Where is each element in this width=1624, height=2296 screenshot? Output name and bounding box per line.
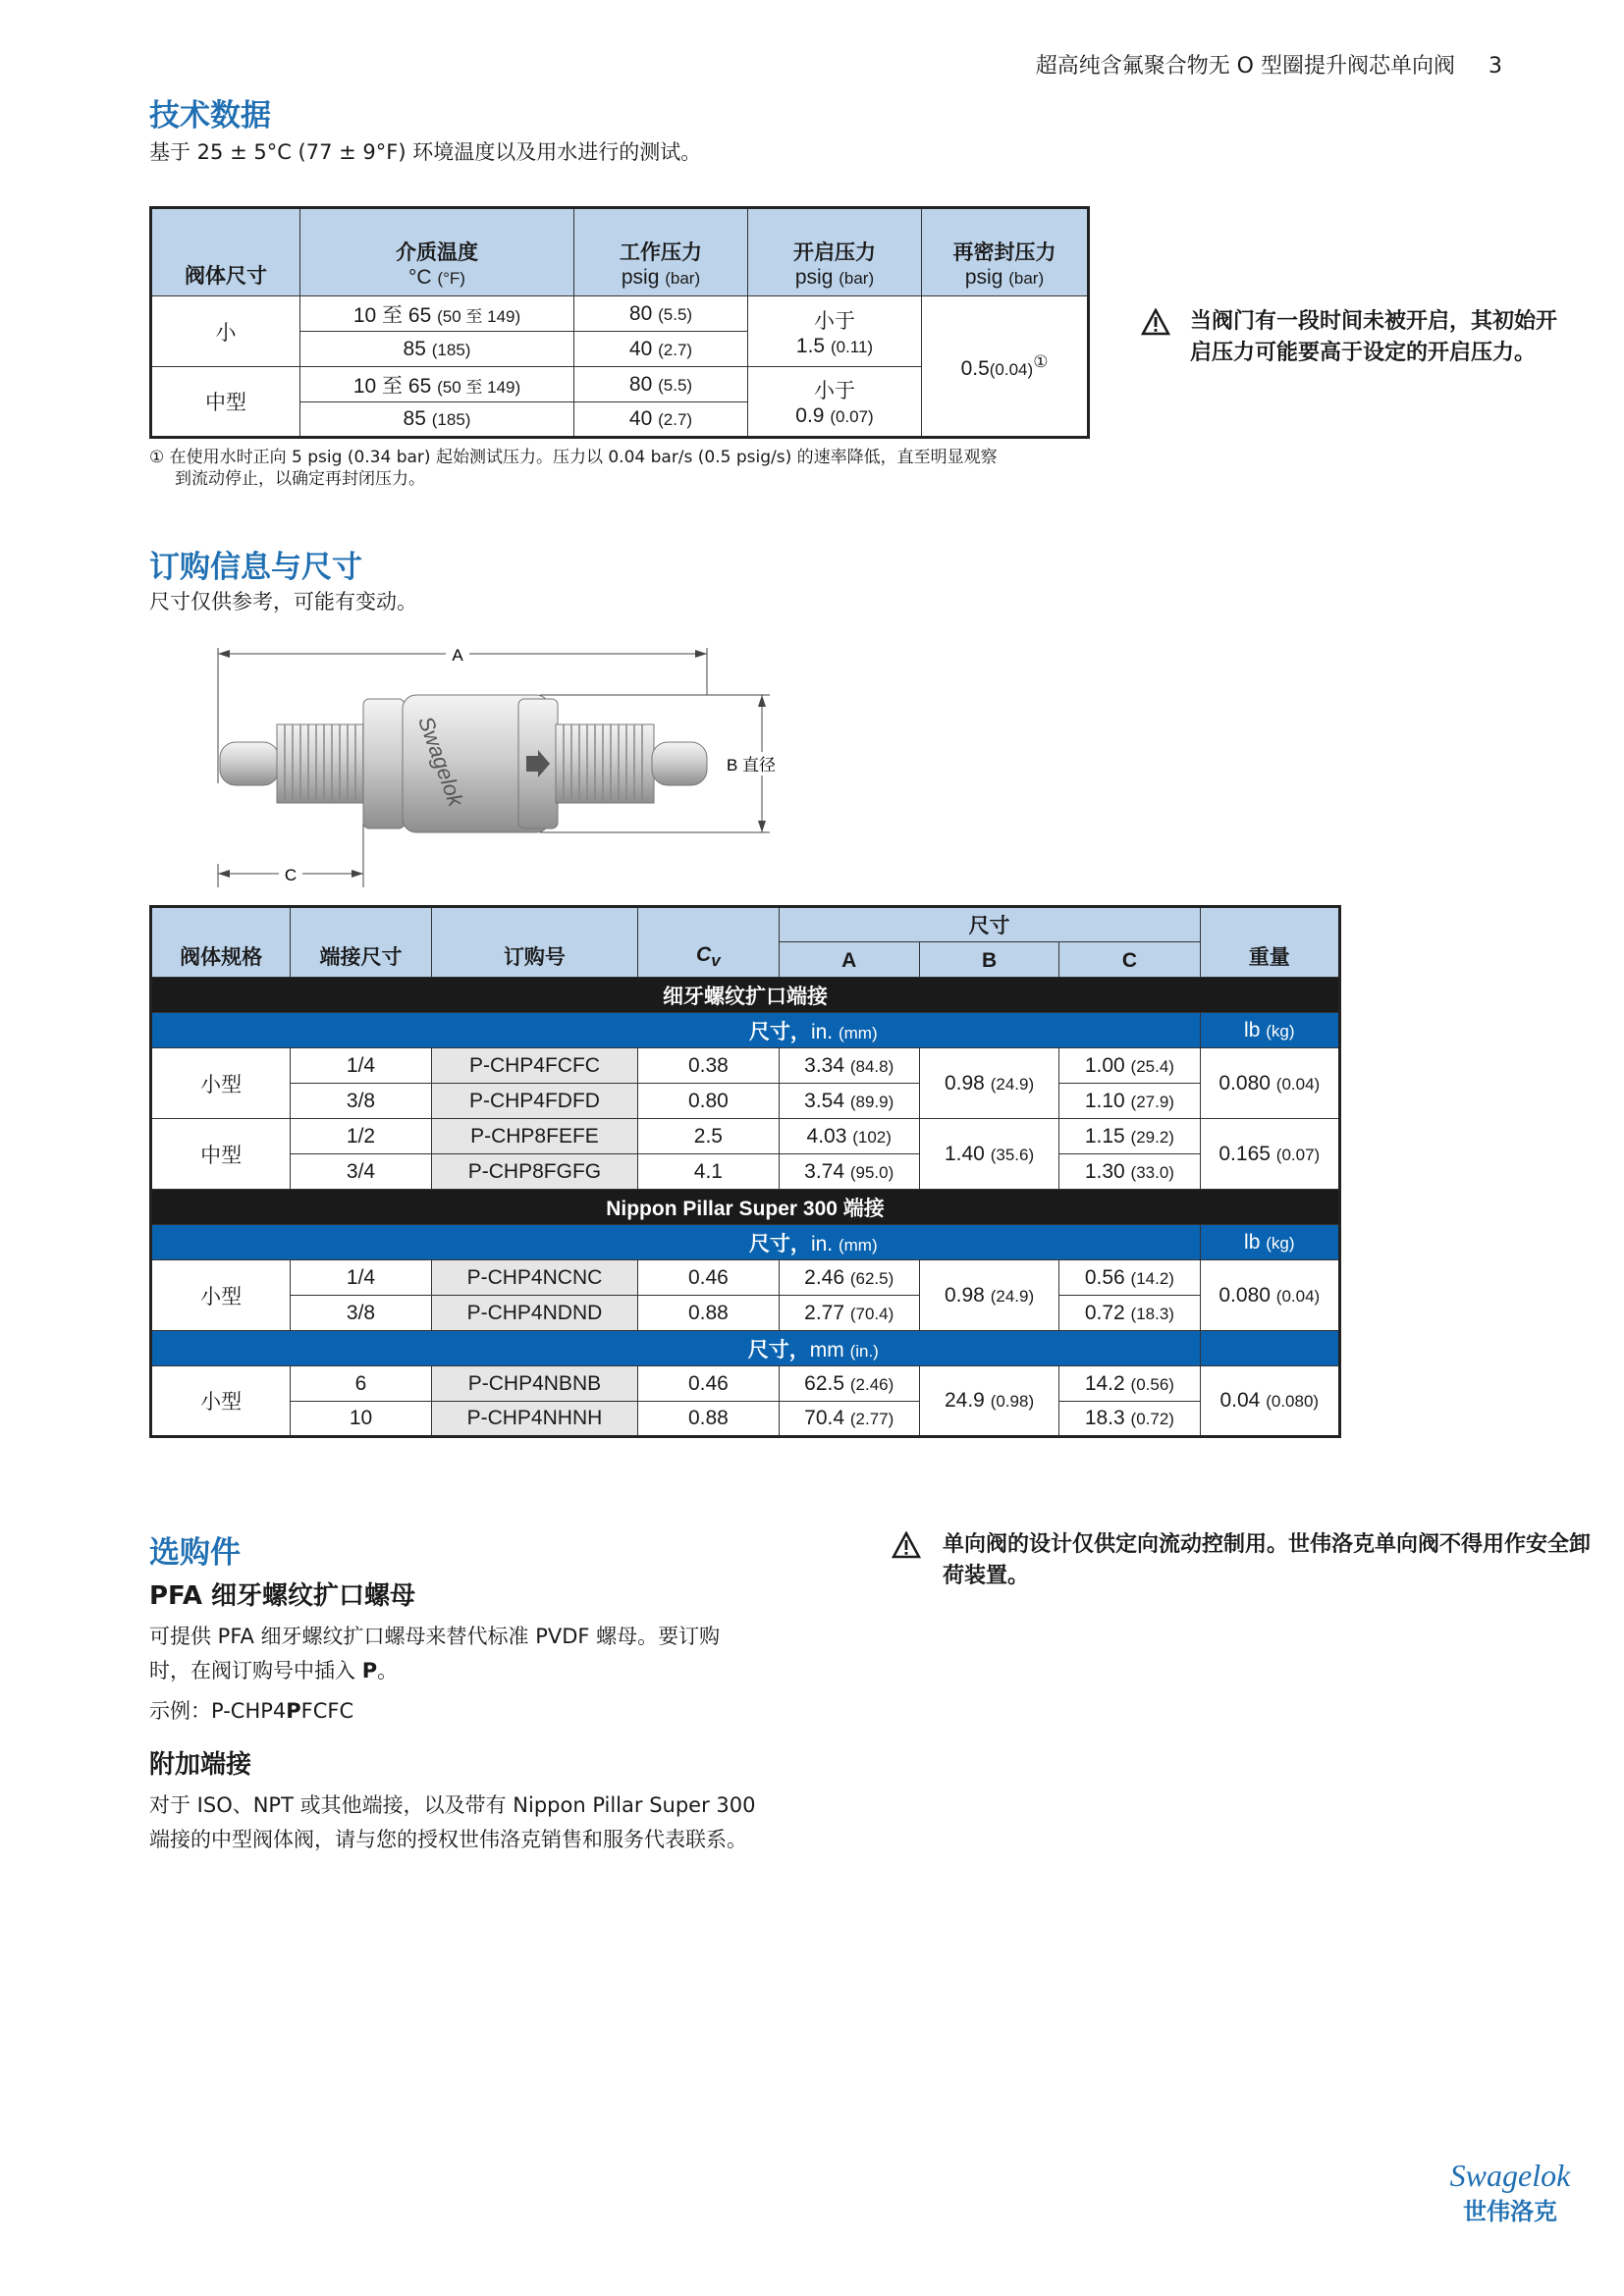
val: 0.04 (1219, 1389, 1261, 1412)
doc-title: 超高纯含氟聚合物无 O 型圈提升阀芯单向阀 (1035, 54, 1455, 79)
cell-part-number: P-CHP4FDFD (431, 1084, 638, 1119)
val-sm: (50 至 149) (437, 306, 521, 326)
val: 10 至 65 (352, 303, 432, 327)
cell-part-number: P-CHP8FGFG (431, 1154, 638, 1190)
val-sm: (0.07) (1275, 1145, 1321, 1164)
th-reseal-unit: psig (964, 266, 1003, 289)
cell-a (779, 1260, 919, 1296)
val-sm: (18.3) (1130, 1304, 1174, 1323)
th-crack-unit-sm: (bar) (839, 269, 875, 288)
val: 3.34 (804, 1053, 845, 1077)
val: 1.40 (944, 1142, 985, 1165)
th-temp-unit-sm: (°F) (437, 269, 465, 288)
cell-cv: 4.1 (638, 1154, 779, 1190)
cell-a (779, 1048, 919, 1084)
text: FCFC (300, 1699, 354, 1723)
val: 80 (628, 301, 653, 325)
brand-logo (1432, 2158, 1589, 2226)
warning-icon (892, 1531, 921, 1559)
cell-a (779, 1154, 919, 1190)
warning-icon (1141, 308, 1170, 336)
text-line: 端接的中型阀体阀，请与您的授权世伟洛克销售和服务代表联系。 (149, 1828, 747, 1851)
wt-unit-sm: (kg) (1266, 1233, 1295, 1253)
val-sm: (29.2) (1130, 1127, 1174, 1147)
th-c: C (1059, 942, 1200, 978)
cell-part-number: P-CHP8FEFE (431, 1119, 638, 1154)
val-sm: (89.9) (849, 1092, 894, 1111)
band-unit-sm: (in.) (849, 1341, 879, 1361)
dim-unit-band (151, 1013, 1201, 1048)
val: 0.9 (795, 404, 825, 427)
th-work-label: 工作压力 (620, 241, 702, 264)
table-row (151, 1084, 1340, 1119)
cell-a (779, 1119, 919, 1154)
cell (574, 367, 748, 402)
cell-part-number: P-CHP4NCNC (431, 1260, 638, 1296)
text: 。 (377, 1659, 399, 1682)
th-end: 端接尺寸 (291, 907, 431, 978)
cell-crack-medium (748, 367, 922, 438)
val: 0.98 (944, 1283, 985, 1307)
logo-cn: 世伟洛克 (1463, 2198, 1557, 2225)
wt-unit-band (1200, 1013, 1339, 1048)
val: 0.080 (1218, 1071, 1271, 1095)
cell-c (1059, 1260, 1200, 1296)
th-size: 阀体尺寸 (151, 208, 300, 296)
text-bold: P (286, 1699, 301, 1723)
diagram-brand: Swagelok (412, 713, 469, 810)
val: 1.00 (1084, 1053, 1125, 1077)
cell-a (779, 1296, 919, 1331)
table-row (151, 1260, 1340, 1296)
th-order: 订购号 (431, 907, 638, 978)
val-sm: (0.56) (1130, 1374, 1174, 1394)
val-sm: (185) (431, 410, 471, 429)
val-sm: (0.04) (1275, 1074, 1321, 1094)
cell-end: 3/4 (291, 1154, 431, 1190)
th-crack-unit: psig (794, 266, 834, 289)
th-dim: 尺寸 (779, 907, 1200, 942)
cell-c (1059, 1084, 1200, 1119)
footnote-line-2: 到流动停止，以确定再封闭压力。 (175, 469, 425, 489)
running-header (1036, 49, 1502, 80)
cell (574, 332, 748, 367)
cell-c (1059, 1154, 1200, 1190)
val: 18.3 (1084, 1407, 1125, 1429)
options-sub-pfa: PFA 细牙螺纹扩口螺母 (149, 1581, 416, 1611)
th-reseal (922, 208, 1089, 296)
band-label: 尺寸， (748, 1232, 811, 1255)
val: 0.72 (1084, 1301, 1125, 1324)
val-sm: (0.72) (1130, 1410, 1174, 1428)
band-label: 尺寸， (748, 1020, 811, 1043)
val: 小于 (814, 380, 855, 402)
cell-part-number: P-CHP4FCFC (431, 1048, 638, 1084)
val: 3.54 (804, 1089, 845, 1112)
th-work-unit: psig (621, 266, 660, 289)
dim-unit-band-mm (151, 1331, 1201, 1366)
cell-part-number: P-CHP4NHNH (431, 1402, 638, 1437)
band-label: 尺寸， (747, 1338, 810, 1362)
val: 0.165 (1218, 1142, 1271, 1165)
cell-crack-small (748, 296, 922, 367)
th-body: 阀体规格 (151, 907, 291, 978)
val: 0.5 (960, 356, 990, 380)
th-temp-unit: °C (408, 266, 432, 289)
val-sm: (0.11) (830, 337, 874, 356)
val-sm: (2.46) (849, 1374, 894, 1394)
wt-unit: lb (1244, 1230, 1261, 1254)
val: 24.9 (944, 1389, 985, 1412)
cell-body: 小型 (151, 1048, 291, 1119)
band-unit-sm: (mm) (838, 1023, 878, 1042)
cell-part-number: P-CHP4NBNB (431, 1366, 638, 1402)
val-sm: (95.0) (849, 1162, 894, 1182)
val: 40 (628, 337, 653, 360)
cell-b (919, 1048, 1058, 1119)
cell-cv: 0.80 (638, 1084, 779, 1119)
val: 2.77 (804, 1301, 845, 1324)
val-sm: (33.0) (1130, 1162, 1174, 1182)
table-row (151, 1048, 1340, 1084)
th-weight: 重量 (1200, 907, 1339, 978)
table-row (151, 1402, 1340, 1437)
cell-end: 1/4 (291, 1260, 431, 1296)
dim-b-label: B 直径 (727, 756, 777, 774)
table-row (151, 1296, 1340, 1331)
cell-size-medium: 中型 (151, 367, 300, 438)
val: 0.98 (944, 1071, 985, 1095)
val-sm: (0.04) (989, 359, 1034, 379)
cell-weight (1200, 1048, 1339, 1119)
th-crack (748, 208, 922, 296)
cell (300, 367, 574, 402)
cell-a (779, 1402, 919, 1437)
th-reseal-unit-sm: (bar) (1008, 269, 1045, 288)
val: 小于 (814, 309, 855, 333)
val: 85 (403, 407, 426, 430)
val-sm: (2.77) (849, 1410, 894, 1428)
val-sm: (5.5) (658, 304, 693, 324)
logo-brand: Swagelok (1449, 2158, 1571, 2193)
tech-intro: 基于 25 ± 5°C (77 ± 9°F) 环境温度以及用水进行的测试。 (149, 140, 702, 164)
cell-end: 3/8 (291, 1296, 431, 1331)
val-sm: (2.7) (658, 340, 693, 359)
cell-b (919, 1119, 1058, 1190)
section-nippon: Nippon Pillar Super 300 端接 (151, 1190, 1340, 1225)
cv-sub: v (711, 951, 721, 970)
text: 示例：P-CHP4 (149, 1699, 287, 1723)
val-sm: (0.07) (830, 407, 874, 426)
text: 时，在阀订购号中插入 (149, 1659, 362, 1682)
band-unit: in. (810, 1020, 834, 1043)
val-sm: (24.9) (990, 1286, 1035, 1306)
cell-end: 3/8 (291, 1084, 431, 1119)
table-row (151, 1119, 1340, 1154)
val-sm: (185) (431, 340, 471, 359)
th-b: B (919, 942, 1058, 978)
val-sm: (62.5) (849, 1268, 894, 1288)
cell-end: 1/2 (291, 1119, 431, 1154)
text-line: 对于 ISO、NPT 或其他端接，以及带有 Nippon Pillar Super 300 (149, 1793, 756, 1817)
th-a: A (779, 942, 919, 978)
wt-unit: lb (1244, 1018, 1261, 1041)
cv-label: C (696, 942, 712, 966)
val-sm: (24.9) (990, 1074, 1035, 1094)
th-cv (638, 907, 779, 978)
val-sm: (102) (852, 1127, 892, 1147)
val: 4.03 (806, 1124, 847, 1148)
th-temp-label: 介质温度 (396, 241, 478, 264)
th-work (574, 208, 748, 296)
warning-safety (892, 1529, 1598, 1592)
wt-unit-sm: (kg) (1266, 1021, 1295, 1041)
order-intro: 尺寸仅供参考，可能有变动。 (149, 590, 417, 614)
val-sm: (0.04) (1275, 1286, 1321, 1306)
val: 1.15 (1084, 1124, 1125, 1148)
cell-cv: 0.46 (638, 1366, 779, 1402)
warning-crack-text: 当阀门有一段时间未被开启，其初始开启压力可能要高于设定的开启压力。 (1190, 309, 1558, 365)
options-ends-text (149, 1789, 895, 1857)
section-flare: 细牙螺纹扩口端接 (151, 978, 1340, 1013)
dim-a-label: A (452, 646, 463, 665)
cell (300, 296, 574, 332)
cell-cv: 0.88 (638, 1296, 779, 1331)
cell-cv: 0.38 (638, 1048, 779, 1084)
cell-body: 中型 (151, 1119, 291, 1190)
band-unit: mm (809, 1338, 844, 1362)
warning-crack (1141, 306, 1563, 369)
val-sm: (50 至 149) (437, 377, 521, 397)
example-line (149, 1694, 856, 1729)
footnote-mark: ① (1033, 351, 1049, 371)
wt-unit-band-empty (1200, 1331, 1339, 1366)
cell (300, 402, 574, 438)
cell-c (1059, 1296, 1200, 1331)
val: 0.56 (1084, 1265, 1125, 1289)
valve-dimension-diagram (206, 636, 795, 887)
cell-weight (1200, 1366, 1339, 1437)
th-reseal-label: 再密封压力 (952, 241, 1056, 264)
th-crack-label: 开启压力 (793, 241, 876, 264)
band-unit: in. (810, 1232, 834, 1255)
cell-b (919, 1366, 1058, 1437)
val-sm: (0.080) (1266, 1392, 1320, 1411)
ordering-table (149, 905, 1341, 1438)
val-sm: (84.8) (849, 1056, 894, 1076)
cell-a (779, 1084, 919, 1119)
cell-weight (1200, 1260, 1339, 1331)
val-sm: (35.6) (990, 1145, 1035, 1164)
options-pfa-text (149, 1620, 856, 1729)
cell-part-number: P-CHP4NDND (431, 1296, 638, 1331)
text-bold: P (361, 1659, 378, 1682)
val-sm: (2.7) (658, 410, 693, 429)
cell (574, 402, 748, 438)
val: 3.74 (804, 1159, 845, 1183)
val: 1.10 (1084, 1089, 1125, 1112)
cell-end: 10 (291, 1402, 431, 1437)
table-row (151, 1366, 1340, 1402)
tech-table (149, 206, 1090, 439)
cell-size-small: 小 (151, 296, 300, 367)
val-sm: (0.98) (990, 1392, 1035, 1411)
page-number: 3 (1489, 54, 1502, 79)
cell (300, 332, 574, 367)
cell-c (1059, 1402, 1200, 1437)
cell-cv: 0.46 (638, 1260, 779, 1296)
val-sm: (14.2) (1130, 1268, 1174, 1288)
dim-c-label: C (284, 866, 298, 884)
text-line: 可提供 PFA 细牙螺纹扩口螺母来替代标准 PVDF 螺母。要订购 (149, 1625, 721, 1648)
val: 62.5 (804, 1371, 845, 1395)
val: 14.2 (1084, 1371, 1125, 1395)
cell-c (1059, 1048, 1200, 1084)
val: 1.30 (1084, 1159, 1125, 1183)
cell-end: 6 (291, 1366, 431, 1402)
cell (574, 296, 748, 332)
val-sm: (27.9) (1130, 1092, 1174, 1111)
val: 2.46 (804, 1265, 845, 1289)
cell-weight (1200, 1119, 1339, 1190)
val: 80 (628, 372, 653, 396)
cell-c (1059, 1119, 1200, 1154)
options-heading: 选购件 (149, 1535, 241, 1571)
th-work-unit-sm: (bar) (665, 269, 701, 288)
cell-cv: 0.88 (638, 1402, 779, 1437)
val: 0.080 (1218, 1283, 1271, 1307)
band-unit-sm: (mm) (838, 1235, 878, 1255)
val: 40 (628, 407, 653, 430)
val-sm: (5.5) (658, 375, 693, 395)
text-line (149, 1654, 856, 1688)
dim-unit-band (151, 1225, 1201, 1260)
footnote-line-1: ① 在使用水时正向 5 psig (0.34 bar) 起始测试压力。压力以 0.04 bar/s (0.5 psig/s) 的速率降低，直至明显观察 (149, 448, 998, 467)
val: 10 至 65 (352, 374, 432, 398)
wt-unit-band (1200, 1225, 1339, 1260)
cell-b (919, 1260, 1058, 1331)
val: 70.4 (804, 1407, 845, 1429)
cell-c (1059, 1366, 1200, 1402)
warning-safety-text: 单向阀的设计仅供定向流动控制用。世伟洛克单向阀不得用作安全卸荷装置。 (943, 1532, 1592, 1588)
val: 85 (403, 337, 426, 360)
cell-end: 1/4 (291, 1048, 431, 1084)
table-row (151, 1154, 1340, 1190)
cell-reseal (922, 296, 1089, 438)
cell-body: 小型 (151, 1260, 291, 1331)
options-sub-ends: 附加端接 (149, 1750, 252, 1780)
val-sm: (70.4) (849, 1304, 894, 1323)
order-heading: 订购信息与尺寸 (149, 550, 362, 585)
cell-a (779, 1366, 919, 1402)
cell-cv: 2.5 (638, 1119, 779, 1154)
th-temp (300, 208, 574, 296)
val: 1.5 (795, 334, 826, 357)
val-sm: (25.4) (1130, 1056, 1174, 1076)
tech-heading: 技术数据 (149, 98, 271, 133)
cell-body: 小型 (151, 1366, 291, 1437)
